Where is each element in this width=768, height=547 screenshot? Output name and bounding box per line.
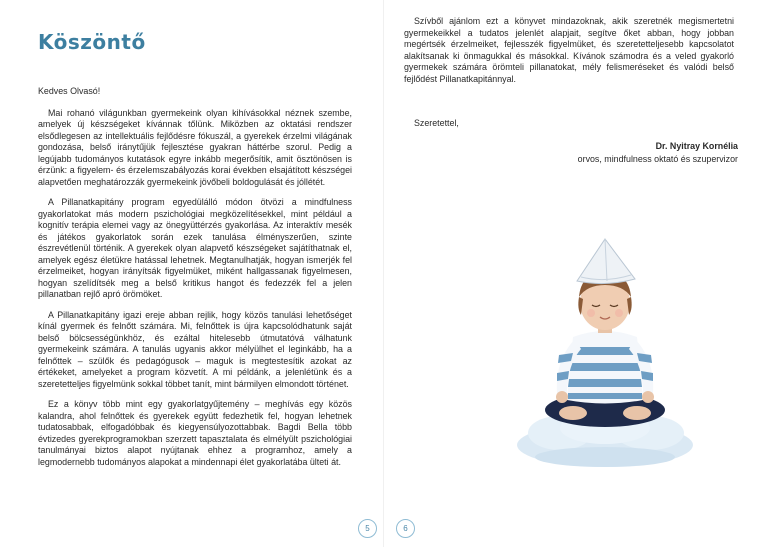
paragraph: Szívből ajánlom ezt a könyvet mindazoknak, akik szeretnék megismertetni gyermekeikkel a tudatos jelenlét alapjait, segítve őket abban, hogy jobban megértsék érzelmeiket, fejlesszék figyelmüket, és szeretetteljesebb kapcsolatot alakítsanak ki önmagukkal és másokkal. Kívánok számodra és a veled gyakorló gyermekek számára örömteli pillanatokat, mély felismeréseket és valódi belső fejlődést Pillanatkapitánnyal.: [404, 16, 734, 84]
closing: Szeretettel,: [414, 118, 459, 128]
left-body-text: [38, 86, 352, 477]
page-title: Köszöntő: [38, 30, 146, 54]
right-page: [384, 0, 768, 547]
paragraph: Mai rohanó világunkban gyermekeink olyan kihívásokkal néznek szembe, amelyek új készségeket kívánnak tőlünk. Miközben az oktatási rendszer elsődlegesen az intellektuális fejlődésre fókuszál, a gyerekek érzelmi világának gondozása, belső iránytűjük fejlesztése gyakran háttérbe szorul. Pedig a legújabb tudományos kutatások egyre inkább megerősítik, amit ösztönösen is érzünk: a figyelem- és érzelemszabályozás korai években elsajátított készségei alapvetően meghatározzák gyermekeink jövőbeli boldogulását és jóllétét.: [38, 107, 352, 187]
page-number-right: 6: [396, 519, 415, 538]
right-body-text: [404, 16, 734, 85]
paper-hat: [577, 239, 635, 284]
paragraph: A Pillanatkapitány program egyedülálló módon ötvözi a mindfulness gyakorlatokat más modern pszichológiai megközelítésekkel, mint például a kognitív terápia elemei vagy az önegyüttérzés gyakorlása. Az interaktív mesék és játékos gyakorlatok során ezek tanulása élményszerűen, szinte észrevétlenül történik. A gyerekek olyan alapvető készségeket sajátíthatnak el, amelyek egész életükre hatással lehetnek. Megtanulhatják, hogyan ismerjék fel érzelmeiket, hogyan irányítsák figyelmüket, miként hallgassanak figyelmesen, hogyan szelídítsék meg a belső kritikus hangot és fedezzék fel a jelen pillanatban rejlő apró örömöket.: [38, 197, 352, 299]
paragraph: Ez a könyv több mint egy gyakorlatgyűjtemény – meghívás egy közös kalandra, ahol felnőttek és gyerekek együtt fedezhetik fel, hogyan lehetnek tudatosabbak, elfogadóbbak és kiegyensúlyozottabbak. Bagdi Bella több évtizedes gyerekprogramokban szerzett tapasztalata és elmélyült pszichológiai tanulmányai biztos alapot nyújtanak ehhez a programhoz, amely a legmodernebb tudományos alapokat a mindennapi élet gyakorlatába ülteti át.: [38, 399, 352, 467]
signature-role: orvos, mindfulness oktató és szupervizor: [577, 154, 738, 164]
signature-name: Dr. Nyitray Kornélia: [655, 141, 738, 151]
striped-shirt: [567, 331, 643, 404]
page-number-left: 5: [358, 519, 377, 538]
greeting: Kedves Olvasó!: [38, 86, 101, 96]
meditating-boy-illustration: [515, 225, 695, 475]
paragraph: A Pillanatkapitány igazi ereje abban rejlik, hogy közös tanulási lehetőséget kínál gyermek és felnőtt számára. Mi, felnőttek is újra kapcsolódhatunk saját belső bölcsességünkhöz, és ezáltal hitelesebb útmutatóvá válhatunk gyermekeink számára. A tanulás ugyanis akkor mélyülhet el leginkább, ha a felnőttek – szülők és pedagógusok – maguk is megtestesítik azokat az értékeket, amelyeket a program közvetít. A mi példánk, a jelenlétünk és a szeretetteljes figyelmünk sokkal többet tanít, mint bármilyen elmondott történet.: [38, 309, 352, 389]
